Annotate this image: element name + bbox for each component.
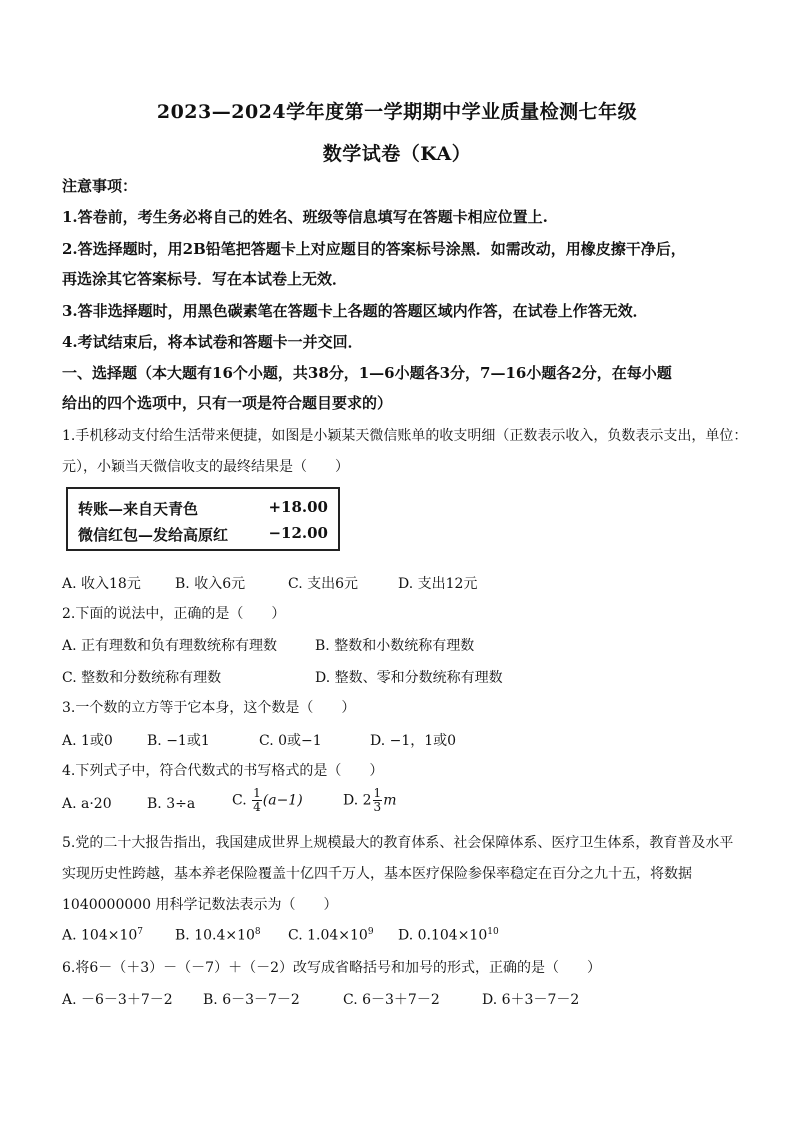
section-heading-cont: 给出的四个选项中，只有一项是符合题目要求的）	[62, 394, 393, 412]
bill-box	[66, 487, 340, 551]
notice-item-1: 1.答卷前，考生务必将自己的姓名、班级等信息填写在答题卡相应位置上.	[62, 208, 548, 226]
q3-option-a: A. 1或0	[62, 733, 113, 749]
bill-row	[78, 498, 328, 520]
section-heading: 一、选择题（本大题有16个小题，共38分，1—6小题各3分，7—16小题各2分，在每小题	[62, 364, 672, 382]
bill-desc: 转账—来自天青色	[78, 500, 199, 518]
notice-item-4: 4.考试结束后，将本试卷和答题卡一并交回．	[62, 333, 363, 351]
bill-amount: −12.00	[268, 524, 328, 542]
q5-option-a-base: A. 104×10	[62, 927, 138, 944]
exam-subtitle: 数学试卷（KA）	[322, 143, 472, 165]
q5-option-d-base: D. 0.104×10	[398, 927, 488, 944]
q3-stem: 3.一个数的立方等于它本身，这个数是（ ）	[62, 700, 356, 716]
fraction	[373, 787, 383, 814]
q4-option-c-expr: (a−1)	[262, 792, 303, 809]
q1-stem: 1.手机移动支付给生活带来便捷，如图是小颖某天微信账单的收支明细（正数表示收入，负数表示支出，单位：	[62, 428, 748, 444]
q5-option-a-exp: 7	[137, 927, 144, 937]
q2-stem: 2.下面的说法中，正确的是（ ）	[62, 606, 286, 622]
q5-option-d	[398, 927, 499, 944]
q3-option-b: B. −1或1	[147, 733, 210, 749]
q5-stem: 5.党的二十大报告指出，我国建成世界上规模最大的教育体系、社会保障体系、医疗卫生体系，教育普及水平	[62, 835, 734, 851]
q1-stem-cont: 元），小颖当天微信收支的最终结果是（ ）	[62, 459, 349, 475]
q4-stem: 4.下列式子中，符合代数式的书写格式的是（ ）	[62, 763, 384, 779]
q6-stem: 6.将6－（＋3）－（－7）＋（－2）改写成省略括号和加号的形式，正确的是（ ）	[62, 960, 601, 976]
q6-option-a: A. －6－3＋7－2	[62, 992, 173, 1008]
fraction-numerator: 1	[253, 786, 261, 800]
q5-option-c-base: C. 1.04×10	[288, 927, 368, 944]
q6-option-b: B. 6－3－7－2	[203, 992, 300, 1008]
fraction	[252, 787, 262, 814]
notice-heading: 注意事项：	[62, 177, 138, 195]
q6-option-d: D. 6＋3－7－2	[482, 992, 580, 1008]
q2-option-c: C. 整数和分数统称有理数	[62, 670, 222, 686]
q5-option-b-exp: 8	[254, 927, 261, 937]
q3-option-d: D. −1，1或0	[370, 733, 457, 749]
q5-option-b	[175, 927, 261, 944]
q1-option-d: D. 支出12元	[398, 576, 478, 592]
notice-item-3: 3.答非选择题时，用黑色碳素笔在答题卡上各题的答题区域内作答，在试卷上作答无效．	[62, 302, 648, 320]
bill-desc: 微信红包—发给高原红	[78, 526, 229, 544]
q2-option-d: D. 整数、零和分数统称有理数	[315, 670, 503, 686]
fraction-denominator: 3	[373, 800, 382, 814]
bill-amount: +18.00	[268, 498, 328, 516]
q3-option-c: C. 0或−1	[259, 733, 322, 749]
q6-option-c: C. 6－3＋7－2	[343, 992, 440, 1008]
notice-item-2-cont: 再选涂其它答案标号．写在本试卷上无效．	[62, 270, 348, 288]
q5-stem-cont: 实现历史性跨越，基本养老保险覆盖十亿四千万人，基本医疗保险参保率稳定在百分之九十五，将数据	[62, 866, 692, 882]
q5-option-c	[288, 927, 374, 944]
q1-option-b: B. 收入6元	[175, 576, 246, 592]
fraction-denominator: 4	[253, 800, 261, 814]
notice-item-2: 2.答选择题时，用2B铅笔把答题卡上对应题目的答案标号涂黑．如需改动，用橡皮擦干净后，	[62, 240, 686, 258]
q4-option-c-label: C.	[232, 792, 247, 809]
bill-row	[78, 524, 328, 546]
q4-option-d-expr: m	[383, 792, 397, 809]
q2-option-a: A. 正有理数和负有理数统称有理数	[62, 638, 278, 654]
fraction-numerator: 1	[373, 786, 382, 800]
q4-option-d-label: D. 2	[343, 792, 372, 809]
q5-option-d-exp: 10	[487, 927, 499, 937]
q4-option-b: B. 3÷a	[147, 796, 196, 812]
exam-title: 2023—2024学年度第一学期期中学业质量检测七年级	[156, 101, 638, 123]
q5-option-c-exp: 9	[367, 927, 374, 937]
q5-stem-cont2: 1040000000 用科学记数法表示为（ ）	[62, 897, 338, 913]
q2-option-b: B. 整数和小数统称有理数	[315, 638, 475, 654]
q5-option-a	[62, 927, 143, 944]
q4-option-c	[232, 787, 303, 814]
q1-option-c: C. 支出6元	[288, 576, 359, 592]
q4-option-d	[343, 787, 396, 814]
q1-option-a: A. 收入18元	[62, 576, 141, 592]
q4-option-a: A. a·20	[62, 796, 112, 812]
q5-option-b-base: B. 10.4×10	[175, 927, 255, 944]
